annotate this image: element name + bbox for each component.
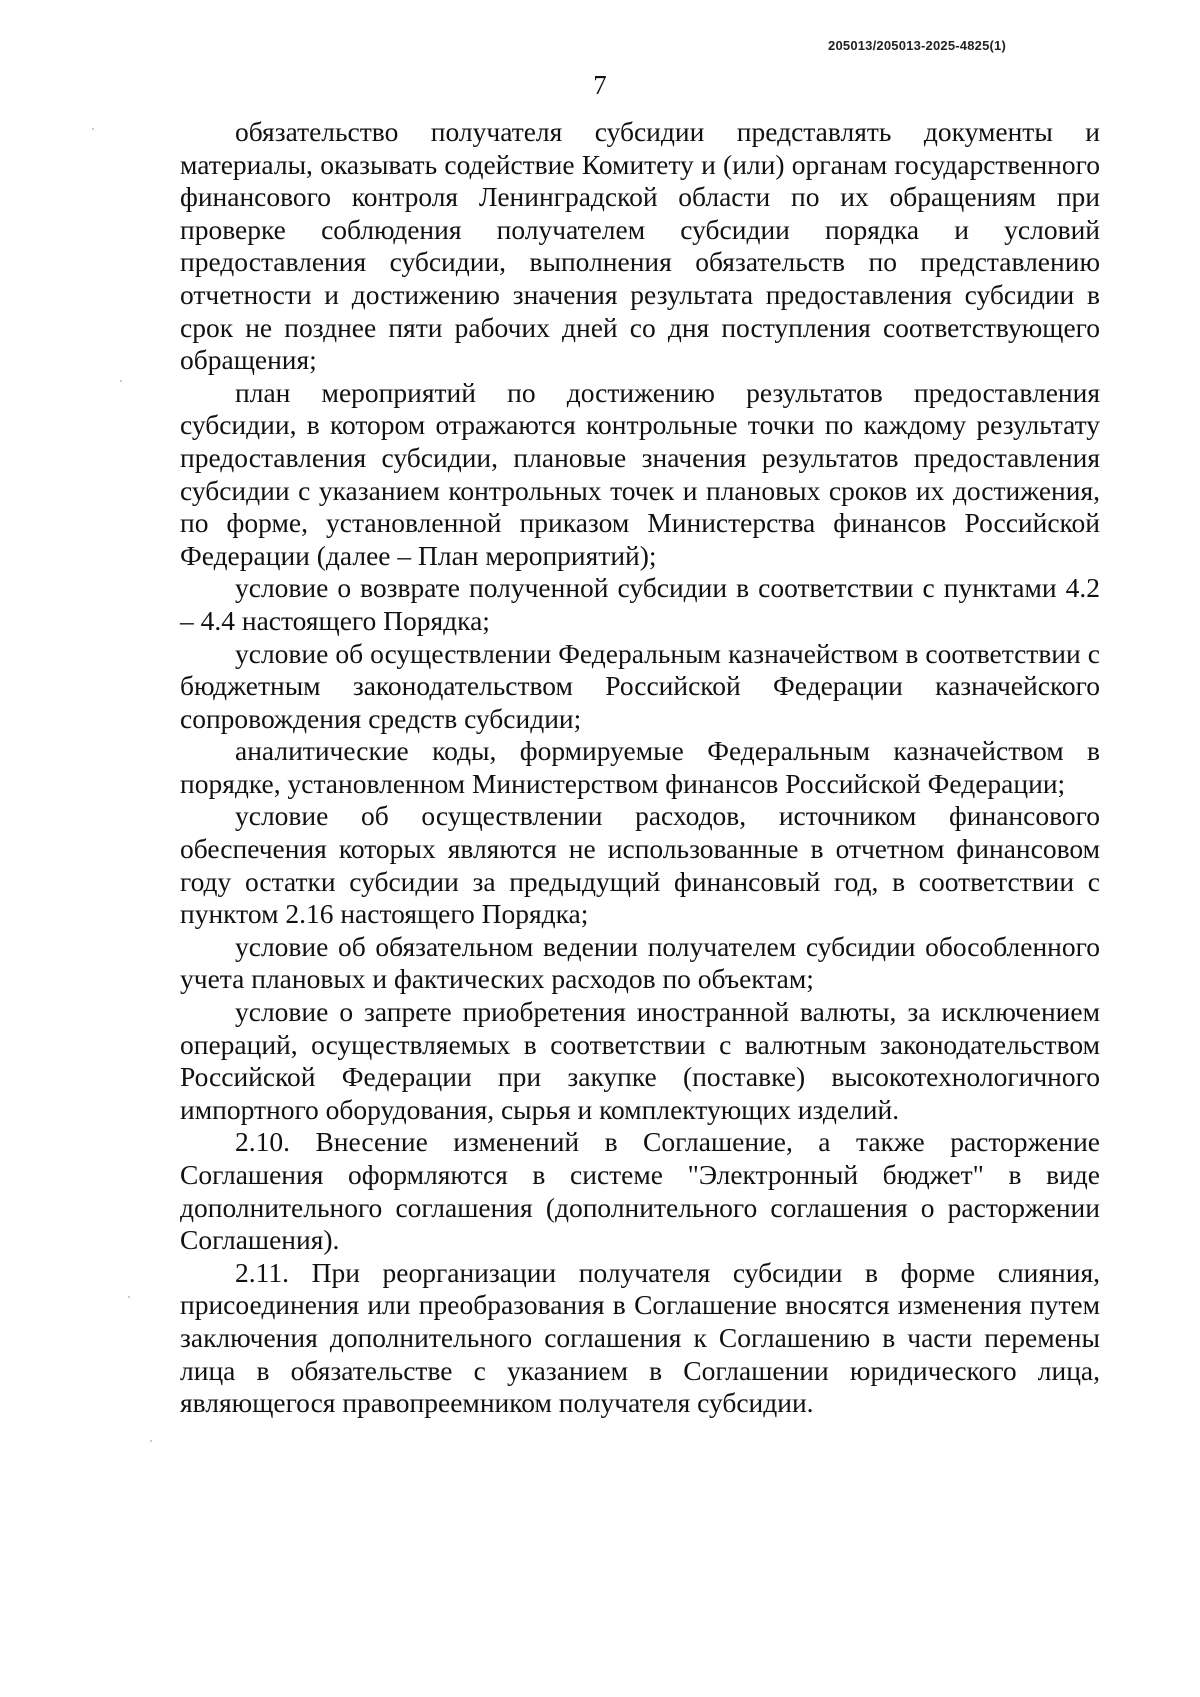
paragraph-2-11-reorganization: 2.11. При реорганизации получателя субсидии в форме слияния, присоединения или преобразования в Соглашение вносятся изменения путем заключения дополнительного соглашения к Соглашению в части перемены лица в обязательстве с указанием в Соглашении юридического лица, являющегося правопреемником получателя субсидии. <box>180 1256 1100 1419</box>
paragraph-analytic-codes: аналитические коды, формируемые Федеральным казначейством в порядке, установленном Министерством финансов Российской Федерации; <box>180 735 1100 799</box>
paragraph-refund-condition: условие о возврате полученной субсидии в соответствии с пунктами 4.2 – 4.4 настоящего Порядка; <box>180 572 1100 636</box>
paragraph-treasury-support: условие об осуществлении Федеральным казначейством в соответствии с бюджетным законодательством Российской Федерации казначейского сопровождения средств субсидии; <box>180 637 1100 734</box>
paragraph-recipient-obligation: обязательство получателя субсидии представлять документы и материалы, оказывать содействие Комитету и (или) органам государственного финансового контроля Ленинградской области по их обращениям при проверке соблюдения получателем субсидии порядка и условий предоставления субсидии, выполнения обязательств по представлению отчетности и достижению значения результата предоставления субсидии в срок не позднее пяти рабочих дней со дня поступления соответствующего обращения; <box>180 116 1100 376</box>
scan-speck <box>92 128 94 130</box>
paragraph-currency-ban: условие о запрете приобретения иностранной валюты, за исключением операций, осуществляемых в соответствии с валютным законодательством Российской Федерации при закупке (поставке) высокотехнологичного импортного оборудования, сырья и комплектующих изделий. <box>180 996 1100 1125</box>
paragraph-expense-condition: условие об осуществлении расходов, источником финансового обеспечения которых являются не использованные в отчетном финансовом году остатки субсидии за предыдущий финансовый год, в соответствии с пунктом 2.16 настоящего Порядка; <box>180 800 1100 930</box>
document-body <box>180 116 1100 1420</box>
page-number: 7 <box>593 70 607 100</box>
paragraph-2-10-amendments: 2.10. Внесение изменений в Соглашение, а также расторжение Соглашения оформляются в системе "Электронный бюджет" в виде дополнительного соглашения (дополнительного соглашения о расторжении Соглашения). <box>180 1126 1100 1256</box>
scan-speck <box>128 1296 130 1298</box>
scan-speck <box>120 380 122 382</box>
paragraph-action-plan: план мероприятий по достижению результатов предоставления субсидии, в котором отражаются контрольные точки по каждому результату предоставления субсидии, плановые значения результатов предоставления субсидии с указанием контрольных точек и плановых сроков их достижения, по форме, установленной приказом Министерства финансов Российской Федерации (далее – План мероприятий); <box>180 376 1100 571</box>
paragraph-separate-accounting: условие об обязательном ведении получателем субсидии обособленного учета плановых и фактических расходов по объектам; <box>180 930 1100 995</box>
document-registration-number: 205013/205013-2025-4825(1) <box>828 38 1006 53</box>
scan-speck <box>150 1440 152 1442</box>
